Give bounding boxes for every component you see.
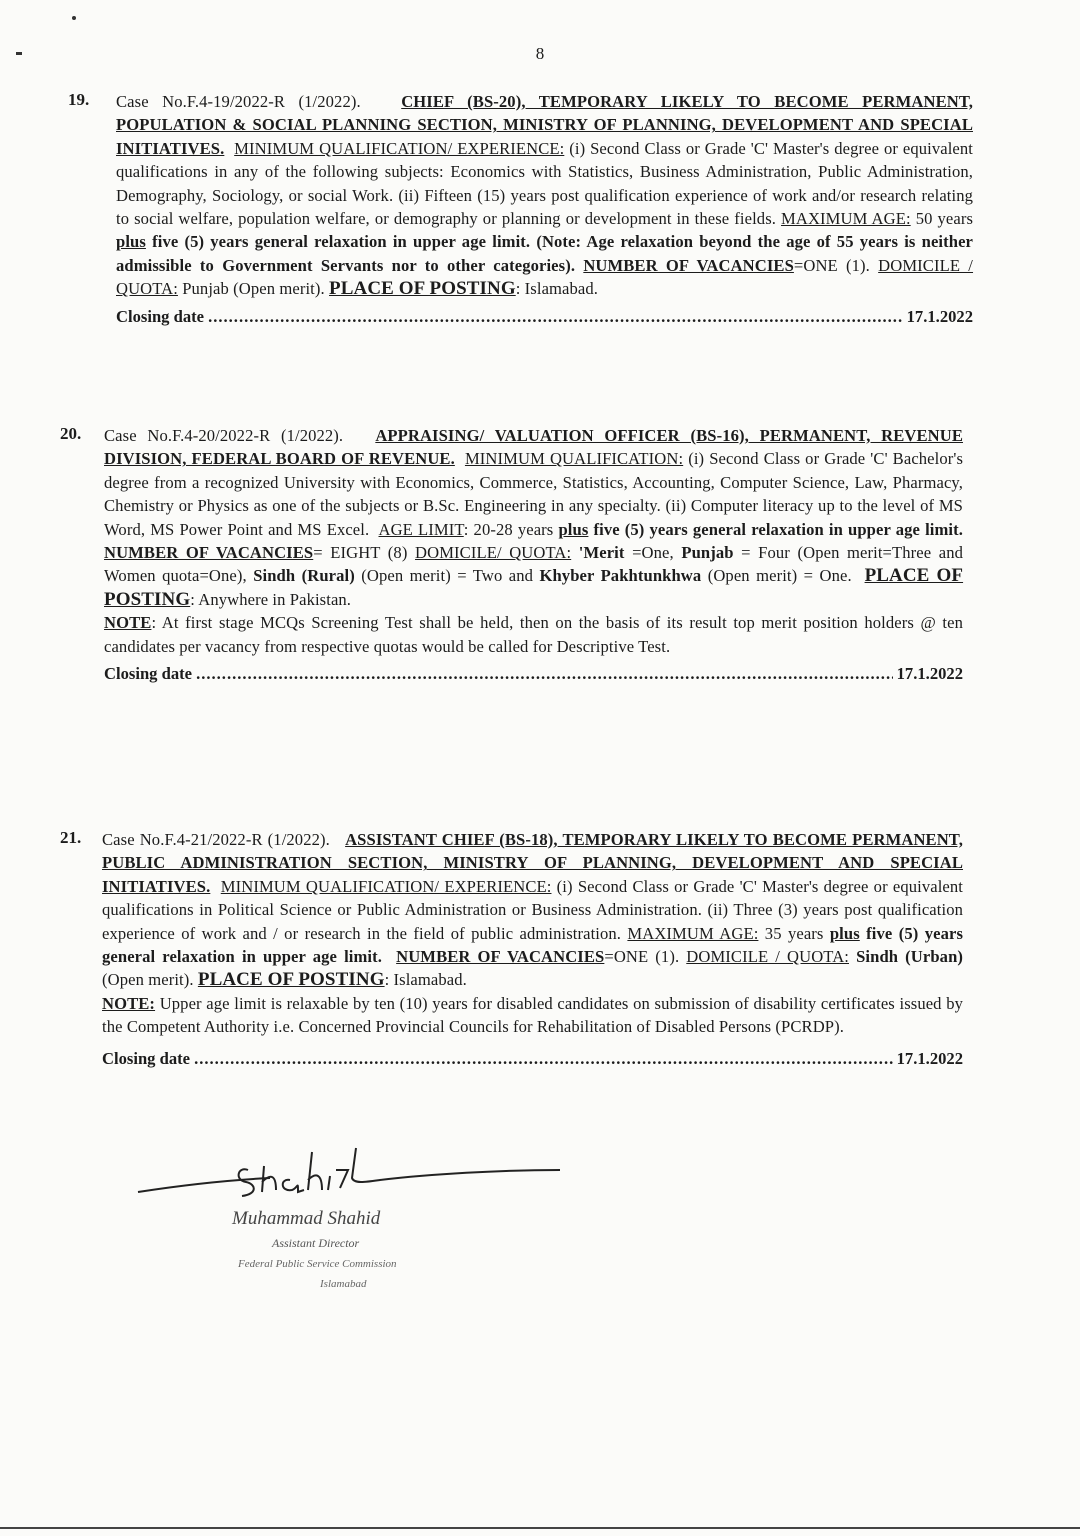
case-number: Case No.F.4-21/2022-R (1/2022). [102,830,330,849]
closing-date-label: Closing date [116,306,205,326]
domicile-label: DOMICILE/ QUOTA: [415,543,572,563]
item-number: 21. [60,828,82,847]
posting-text: : Islamabad. [384,970,467,990]
age-text: : 20-28 years [463,519,554,539]
domicile-label: DOMICILE / QUOTA: [686,947,849,967]
qualification-label: MINIMUM QUALIFICATION: [464,449,684,469]
vacancies-text: = EIGHT (8) [313,543,408,563]
scan-speck [72,16,76,20]
case-number: Case No.F.4-19/2022-R (1/2022). [116,92,361,111]
quota-punjab-label: Punjab [681,543,734,563]
note-text: : At first stage MCQs Screening Test shall be held, then on the basis of its result top merit position holders @ ten candidates per vacancy from respective quotas would be called for Descriptive Test. [104,613,963,656]
posting-text: : Anywhere in Pakistan. [190,589,352,609]
closing-date-row [116,307,973,327]
quota-merit-text: =One, [632,543,674,563]
age-text: 35 years [764,923,824,943]
advertisement-item-19 [68,90,973,327]
signatory-organization: Federal Public Service Commission [238,1258,397,1270]
domicile-text: (Open merit). [102,970,194,990]
relaxation-text: five (5) years general relaxation in upper age limit. [593,519,964,539]
domicile-text: Punjab (Open merit). [182,279,325,299]
age-label: MAXIMUM AGE: [781,209,911,229]
vacancies-text: =ONE (1). [793,255,870,275]
domicile-bold: Sindh (Urban) [856,947,964,967]
leader-dots [196,664,893,684]
plus-word: plus [558,519,589,539]
quota-sindh-text: (Open merit) = Two and [361,566,534,586]
note-label: NOTE: [102,993,156,1013]
post-title: APPRAISING/ VALUATION OFFICER (BS-16), PERMANENT, REVENUE DIVISION, FEDERAL BOARD OF REVENUE. [104,426,963,469]
vacancies-text: =ONE (1). [604,947,680,967]
note-text: Upper age limit is relaxable by ten (10) years for disabled candidates on submission of disability certificates issued by the Competent Authority i.e. Concerned Provincial Councils for Rehabilitation of Disabled Persons (PCRDP). [102,993,964,1037]
posting-text: : Islamabad. [515,279,599,299]
note-label: NOTE [104,613,152,633]
signatory-name: Muhammad Shahid [232,1208,381,1229]
quota-sindh-label: Sindh (Rural) [253,566,355,586]
leader-dots [208,307,903,327]
plus-word: plus [829,923,860,943]
closing-date-row [104,664,963,684]
signatory-city: Islamabad [320,1278,367,1290]
domicile-label: DOMICILE / QUOTA: [116,255,974,299]
quota-kp-text: (Open merit) = One. [707,566,852,586]
qualification-text: (i) Second Class or Grade 'C' Master's degree or equivalent qualifications in any of the following subjects: Economics with Statistics, Business Administration, Public Administration, Demography, Sociology, or social Work. (ii) Fifteen (15) years post qualification experience of work and/or research relating to social welfare, population welfare, or demography or planning or development in these fields. [116,138,973,229]
posting-label: PLACE OF POSTING [197,969,385,991]
item-body [104,424,963,658]
item-number: 19. [68,90,90,109]
quota-merit-label: 'Merit [578,543,625,563]
item-number: 20. [60,424,82,443]
post-title: CHIEF (BS-20), TEMPORARY LIKELY TO BECOME PERMANENT, POPULATION & SOCIAL PLANNING SECTION, MINISTRY OF PLANNING, DEVELOPMENT AND SPECIAL INITIATIVES. [116,92,973,158]
age-label: AGE LIMIT [378,519,464,539]
age-label: MAXIMUM AGE: [627,923,759,943]
closing-date-label: Closing date [104,664,193,684]
qualification-label: MINIMUM QUALIFICATION/ EXPERIENCE: [234,138,565,158]
advertisement-item-20 [60,424,963,684]
relaxation-text: five (5) years general relaxation in upper age limit. [102,923,964,967]
vacancies-label: NUMBER OF VACANCIES [104,543,314,563]
qualification-text: (i) Second Class or Grade 'C' Bachelor's degree from a recognized University with Economics, Commerce, Statistics, Accounting, Computer Science, Law, Pharmacy, Chemistry or Physics as one of the subjects or B.Sc. Engineering in any specialty. (ii) Computer literacy up to the level of MS Word, MS Power Point and MS Excel. [104,449,964,539]
signatory-title: Assistant Director [272,1236,360,1250]
vacancies-label: NUMBER OF VACANCIES [583,255,794,275]
quota-kp-label: Khyber Pakhtunkhwa [539,566,702,586]
age-text: 50 years [915,209,974,229]
closing-date-row [102,1049,963,1069]
leader-dots [194,1049,893,1069]
plus-word: plus [116,232,146,252]
case-number: Case No.F.4-20/2022-R (1/2022). [104,426,344,445]
posting-label: PLACE OF POSTING [104,565,964,610]
closing-date-value: 17.1.2022 [896,1048,963,1068]
closing-date-label: Closing date [102,1048,191,1068]
vacancies-label: NUMBER OF VACANCIES [396,947,605,967]
quota-punjab-text: = Four (Open merit=Three and Women quota=One), [104,543,964,586]
posting-label: PLACE OF POSTING [329,278,516,300]
page-bottom-border [0,1527,1080,1529]
post-title: ASSISTANT CHIEF (BS-18), TEMPORARY LIKELY TO BECOME PERMANENT, PUBLIC ADMINISTRATION SECTION, MINISTRY OF PLANNING, DEVELOPMENT AND SPECIAL INITIATIVES. [102,830,963,896]
relaxation-text: five (5) years general relaxation in upper age limit. (Note: Age relaxation beyond the age of 55 years is neither admissible to Government Servants nor to other categories). [116,232,974,275]
qualification-text: (i) Second Class or Grade 'C' Master's degree or equivalent qualifications in Political Science or Public Administration or Business Administration. (ii) Three (3) years post qualification experience of work and / or research in the field of public administration. [102,876,964,943]
closing-date-value: 17.1.2022 [906,306,973,326]
page-number: 8 [535,44,545,63]
item-body [102,828,963,1039]
qualification-label: MINIMUM QUALIFICATION/ EXPERIENCE: [220,876,552,896]
item-body [116,90,973,301]
closing-date-value: 17.1.2022 [896,664,963,684]
advertisement-item-21 [60,828,963,1069]
